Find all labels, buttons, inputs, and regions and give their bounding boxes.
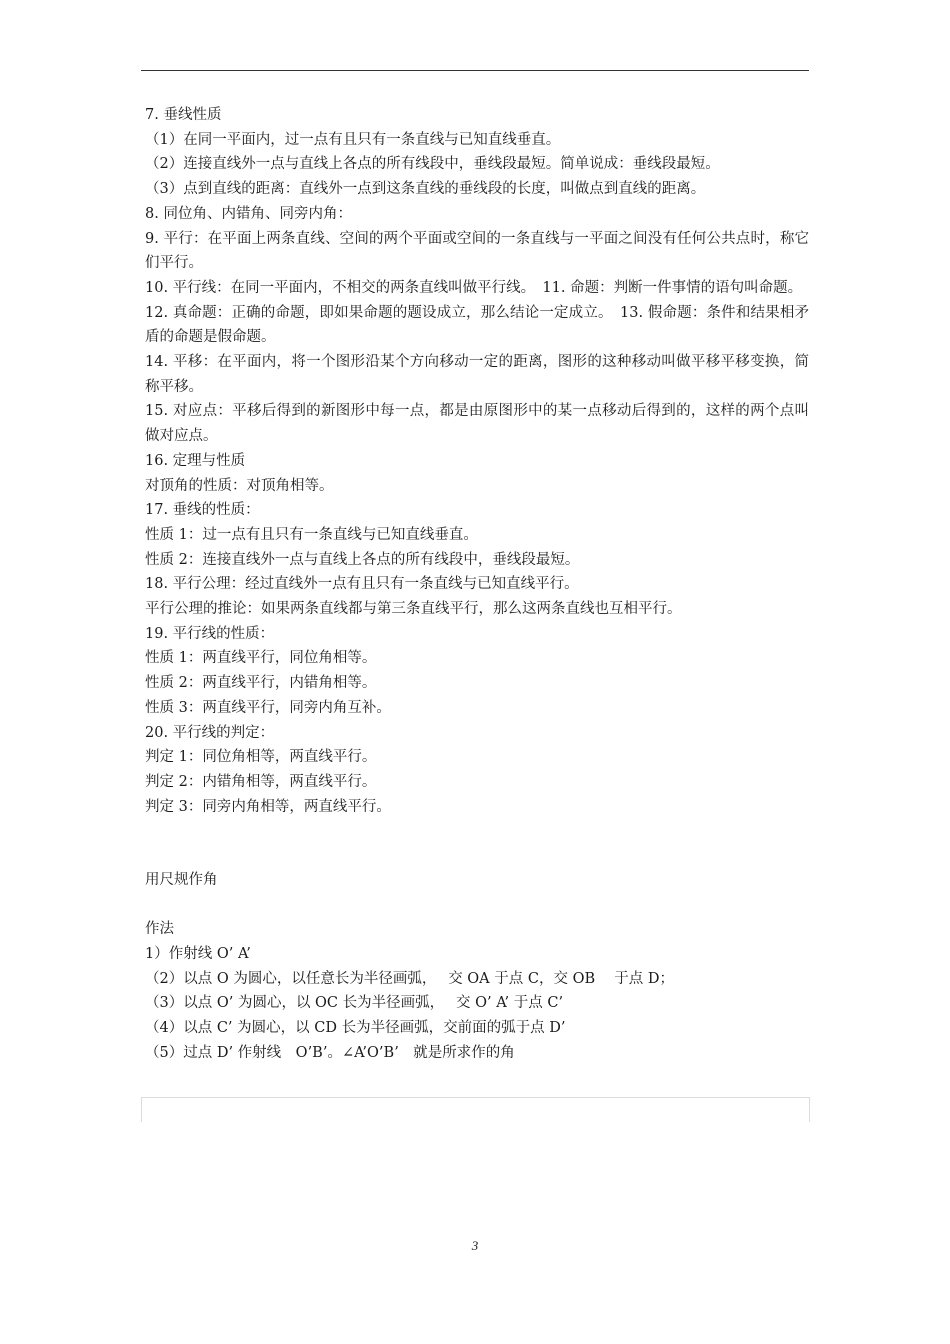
header-rule <box>141 70 809 71</box>
text-line: 对顶角的性质：对顶角相等。 <box>145 477 334 494</box>
construction-title: 用尺规作角 <box>145 872 218 889</box>
text-line: 15. 对应点：平移后得到的新图形中每一点，都是由原图形中的某一点移动后得到的，这样的两个点叫做对应点。 <box>145 403 809 445</box>
step-line: 1）作射线 O’ A’ <box>145 945 251 962</box>
text-line: 性质 1：过一点有且只有一条直线与已知直线垂直。 <box>145 526 478 543</box>
spacer <box>145 819 809 868</box>
page-number: 3 <box>471 1238 479 1253</box>
figure-frame <box>141 1097 810 1122</box>
step-line: （5）过点 D’ 作射线 O’B’。∠A’O’B’ 就是所求作的角 <box>145 1044 515 1061</box>
text-line: 7. 垂线性质 <box>145 107 222 123</box>
method-title: 作法 <box>145 921 174 938</box>
text-line: 性质 2：两直线平行，内错角相等。 <box>145 675 377 692</box>
text-line: 判定 3：同旁内角相等，两直线平行。 <box>145 798 391 815</box>
step-line: （4）以点 C’ 为圆心，以 CD 长为半径画弧，交前面的弧于点 D’ <box>145 1019 566 1036</box>
text-line: 20. 平行线的判定： <box>145 724 275 741</box>
text-line: 14. 平移：在平面内，将一个图形沿某个方向移动一定的距离，图形的这种移动叫做平移平移变换，简称平移。 <box>145 354 809 395</box>
step-line: （2）以点 O 为圆心，以任意长为半径画弧， 交 OA 于点 C，交 OB 于点 D； <box>145 970 674 987</box>
text-line: 判定 1：同位角相等，两直线平行。 <box>145 749 377 766</box>
construction-steps <box>145 942 809 1066</box>
text-line: 19. 平行线的性质： <box>145 625 275 642</box>
text-line: 判定 2：内错角相等，两直线平行。 <box>145 773 377 790</box>
text-line: 12. 真命题：正确的命题，即如果命题的题设成立，那么结论一定成立。 13. 假命题：条件和结果相矛盾的命题是假命题。 <box>145 304 809 346</box>
text-line: 性质 1：两直线平行，同位角相等。 <box>145 650 377 667</box>
text-line: 性质 2：连接直线外一点与直线上各点的所有线段中，垂线段最短。 <box>145 551 580 568</box>
text-line: （1）在同一平面内，过一点有且只有一条直线与已知直线垂直。 <box>145 131 561 148</box>
text-line: 16. 定理与性质 <box>145 452 246 469</box>
text-line: （3）点到直线的距离：直线外一点到这条直线的垂线段的长度，叫做点到直线的距离。 <box>145 181 706 198</box>
text-line: 10. 平行线：在同一平面内，不相交的两条直线叫做平行线。 11. 命题：判断一件事情的语句叫命题。 <box>145 279 803 296</box>
text-line: 性质 3：两直线平行，同旁内角互补。 <box>145 699 391 716</box>
text-line: 18. 平行公理：经过直线外一点有且只有一条直线与已知直线平行。 <box>145 576 579 593</box>
text-line: 平行公理的推论：如果两条直线都与第三条直线平行，那么这两条直线也互相平行。 <box>145 601 682 618</box>
text-line: 17. 垂线的性质： <box>145 502 260 519</box>
text-line: 9. 平行：在平面上两条直线、空间的两个平面或空间的一条直线与一平面之间没有任何公共点时，称它们平行。 <box>145 230 809 272</box>
text-line: 8. 同位角、内错角、同旁内角： <box>145 205 352 222</box>
section-a <box>145 103 809 819</box>
text-line: （2）连接直线外一点与直线上各点的所有线段中，垂线段最短。简单说成：垂线段最短。 <box>145 156 720 173</box>
spacer <box>145 893 809 917</box>
page-content <box>145 103 809 1065</box>
step-line: （3）以点 O’ 为圆心，以 OC 长为半径画弧， 交 O’ A’ 于点 C’ <box>145 995 564 1012</box>
